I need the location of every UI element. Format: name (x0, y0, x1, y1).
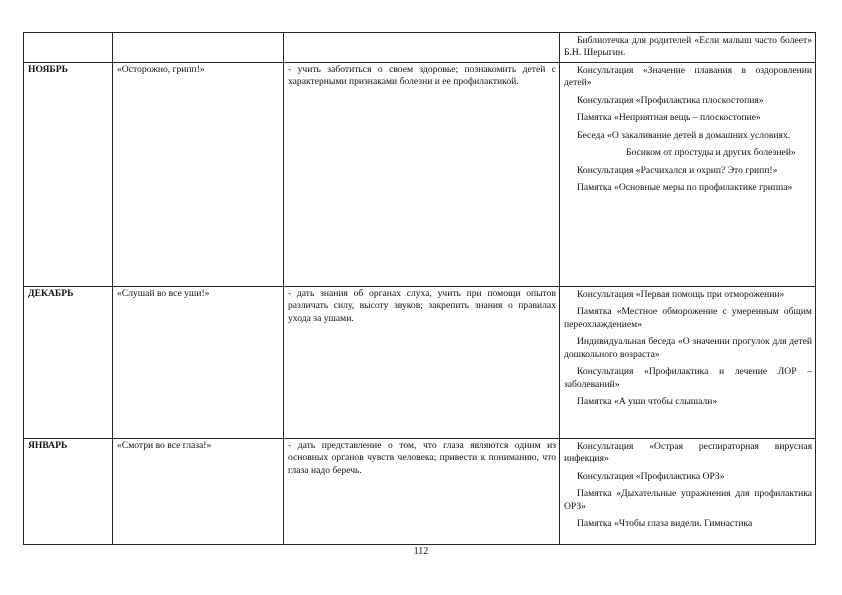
activity-item: Памятка «Основные меры по профилактике гриппа» (577, 182, 793, 194)
month-cell: НОЯБРЬ (24, 63, 113, 287)
table-row (24, 287, 816, 439)
activity-item: Памятка «А уши чтобы слышали» (577, 396, 718, 408)
page-number: 112 (413, 546, 429, 557)
month-cell: ДЕКАБРЬ (24, 287, 113, 439)
activity-item: Индивидуальная беседа «О значении прогулок для детей дошкольного возраста» (564, 336, 812, 360)
activity-item: Консультация «Первая помощь при отморожении» (577, 289, 785, 300)
activity-item: Консультация «Острая респираторная вирусная инфекция» (564, 441, 812, 465)
topic-cell (113, 33, 284, 63)
activity-item: Библиотечка для родителей «Если малыш часто болеет» Б.Н. Шерыгин. (564, 35, 812, 59)
activities-cell (560, 439, 816, 545)
topic-cell: «Слушай во все уши!» (113, 287, 284, 439)
activities-cell (560, 33, 816, 63)
activities-cell (560, 63, 816, 287)
activity-item: Консультация «Профилактика плоскостопия» (577, 94, 764, 106)
month-cell: ЯНВАРЬ (24, 439, 113, 545)
topic-cell: «Смотри во все глаза!» (113, 439, 284, 545)
goal-cell: - учить заботиться о своем здоровье; познакомить детей с характерными признаками болезни и ее профилактикой. (284, 63, 560, 287)
goal-cell (284, 33, 560, 63)
table-row (24, 63, 816, 287)
table-row (24, 33, 816, 63)
activity-item: Памятка «Неприятная вещь – плоскостопие» (577, 112, 761, 124)
activity-item: Памятка «Местное обморожение с умеренным общим переохлаждением» (564, 306, 812, 330)
activity-item: Консультация «Профилактика ОРЗ» (577, 470, 725, 482)
table-row (24, 439, 816, 545)
activity-item: Босиком от простуды и других болезней» (626, 147, 796, 159)
goal-cell: - дать представление о том, что глаза являются одним из основных органов чувств человека; привести к пониманию, что глаза надо беречь. (284, 439, 560, 545)
activities-cell (560, 287, 816, 439)
activity-item: Консультация «Профилактика и лечение ЛОР – заболеваний» (564, 366, 812, 390)
activity-item: Консультация «Значение плавания в оздоровлении детей» (564, 65, 812, 89)
activity-item: Памятка «Дыхательные упражнения для профилактика ОРЗ» (564, 488, 812, 512)
activity-item: Памятка «Чтобы глаза видели. Гимнастика (577, 518, 753, 530)
topic-cell: «Осторожно, грипп!» (113, 63, 284, 287)
plan-table (23, 32, 816, 545)
month-cell (24, 33, 113, 63)
goal-cell: - дать знания об органах слуха, учить при помощи опытов различать силу, высоту звуков; закрепить знания о правилах ухода за ушами. (284, 287, 560, 439)
activity-item: Консультация «Расчихался и охрип? Это грипп!» (577, 164, 778, 176)
activity-item: Беседа «О закаливание детей в домашних условиях. (577, 129, 791, 141)
